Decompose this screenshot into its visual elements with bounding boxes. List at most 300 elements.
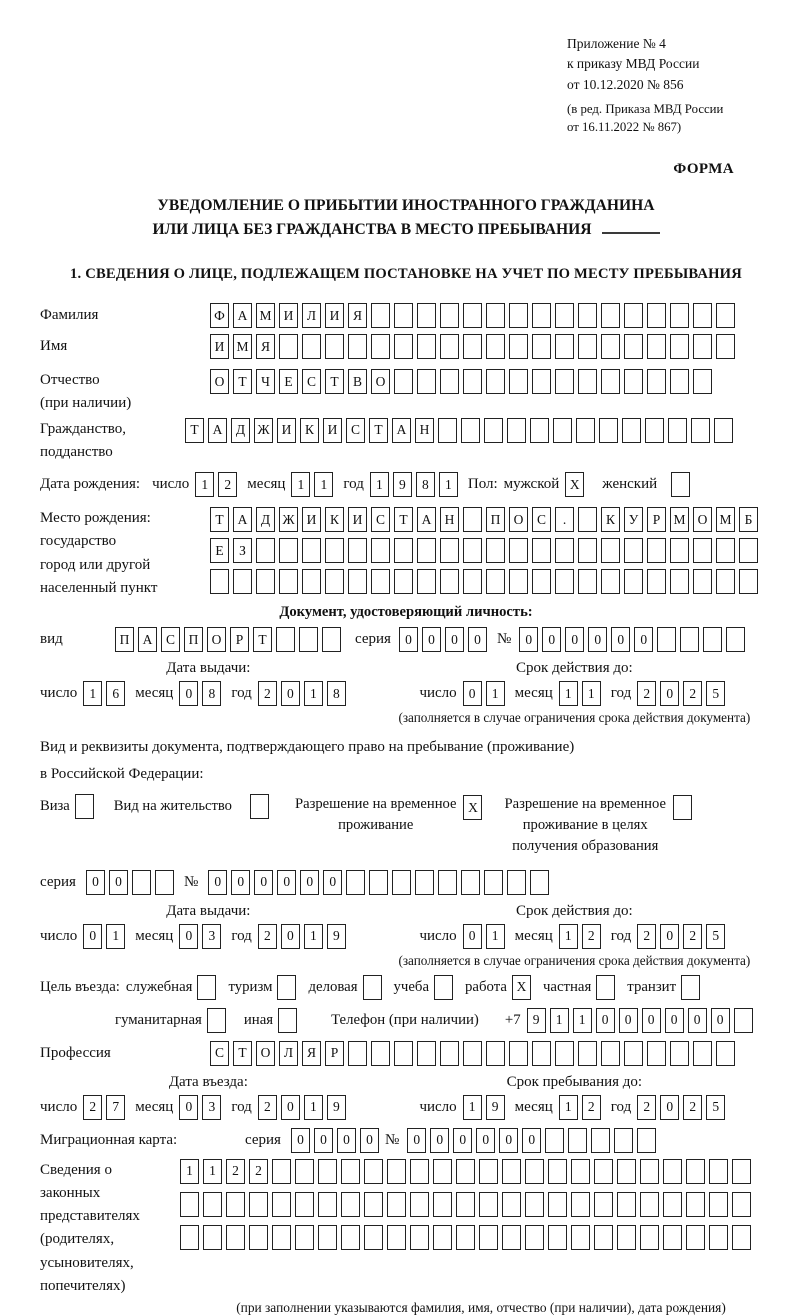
char-cell[interactable] [387,1192,406,1217]
char-cell[interactable]: 0 [86,870,105,895]
char-cell[interactable]: 1 [314,472,333,497]
char-cell[interactable] [502,1159,521,1184]
char-cell[interactable] [276,627,295,652]
char-cell[interactable] [279,538,298,563]
char-cell[interactable]: 1 [463,1095,482,1120]
char-cell[interactable] [594,1159,613,1184]
female-checkbox-cell[interactable] [671,472,690,497]
char-cell[interactable] [371,303,390,328]
char-cell[interactable] [272,1192,291,1217]
id-expiry-day-cells[interactable] [463,681,509,706]
char-cell[interactable] [325,569,344,594]
char-cell[interactable] [433,1159,452,1184]
char-cell[interactable] [302,538,321,563]
purpose-checkbox-cell[interactable] [363,975,382,1000]
char-cell[interactable] [532,569,551,594]
char-cell[interactable] [709,1192,728,1217]
char-cell[interactable]: 0 [422,627,441,652]
id-doc-type-cells[interactable] [115,627,345,652]
char-cell[interactable]: И [277,418,296,443]
birthplace-line2-cells[interactable] [210,538,762,563]
edu-permit-checkbox-cell[interactable] [673,795,692,820]
char-cell[interactable] [417,1041,436,1066]
char-cell[interactable] [394,538,413,563]
char-cell[interactable] [509,334,528,359]
char-cell[interactable] [318,1159,337,1184]
female-checkbox[interactable] [671,472,694,497]
char-cell[interactable]: 0 [711,1008,730,1033]
char-cell[interactable]: И [210,334,229,359]
char-cell[interactable]: В [348,369,367,394]
char-cell[interactable] [647,334,666,359]
char-cell[interactable] [507,870,526,895]
birthplace-line3-cells[interactable] [210,569,762,594]
char-cell[interactable]: 1 [203,1159,222,1184]
char-cell[interactable]: Р [325,1041,344,1066]
char-cell[interactable] [548,1159,567,1184]
char-cell[interactable]: 2 [218,472,237,497]
char-cell[interactable]: 0 [588,627,607,652]
char-cell[interactable]: С [371,507,390,532]
char-cell[interactable] [709,1159,728,1184]
char-cell[interactable]: 8 [327,681,346,706]
char-cell[interactable] [568,1128,587,1153]
char-cell[interactable]: 0 [463,924,482,949]
char-cell[interactable] [486,1041,505,1066]
char-cell[interactable]: 2 [258,1095,277,1120]
char-cell[interactable]: Е [279,369,298,394]
char-cell[interactable]: О [509,507,528,532]
char-cell[interactable] [578,538,597,563]
char-cell[interactable]: К [325,507,344,532]
char-cell[interactable] [640,1159,659,1184]
char-cell[interactable] [203,1225,222,1250]
char-cell[interactable] [622,418,641,443]
char-cell[interactable] [417,569,436,594]
char-cell[interactable]: С [210,1041,229,1066]
visa-checkbox[interactable] [75,794,98,819]
char-cell[interactable]: 0 [179,681,198,706]
char-cell[interactable]: Л [302,303,321,328]
char-cell[interactable] [348,569,367,594]
char-cell[interactable]: 0 [360,1128,379,1153]
char-cell[interactable] [203,1192,222,1217]
char-cell[interactable] [387,1225,406,1250]
char-cell[interactable]: 1 [304,1095,323,1120]
char-cell[interactable] [693,569,712,594]
char-cell[interactable] [686,1159,705,1184]
char-cell[interactable]: М [716,507,735,532]
id-issue-year-cells[interactable] [258,681,350,706]
representatives-line3-cells[interactable] [180,1225,755,1250]
char-cell[interactable] [484,418,503,443]
char-cell[interactable]: 0 [468,627,487,652]
char-cell[interactable] [479,1225,498,1250]
char-cell[interactable] [624,538,643,563]
char-cell[interactable] [555,369,574,394]
char-cell[interactable]: А [233,507,252,532]
char-cell[interactable] [624,569,643,594]
char-cell[interactable] [364,1192,383,1217]
char-cell[interactable]: 2 [637,924,656,949]
char-cell[interactable] [693,369,712,394]
entry-month-cells[interactable] [179,1095,225,1120]
char-cell[interactable]: П [115,627,134,652]
char-cell[interactable]: Р [647,507,666,532]
char-cell[interactable] [463,507,482,532]
char-cell[interactable] [463,369,482,394]
char-cell[interactable]: 0 [109,870,128,895]
char-cell[interactable]: 9 [327,1095,346,1120]
profession-cells[interactable] [210,1041,739,1066]
char-cell[interactable] [364,1225,383,1250]
residence-expiry-year-cells[interactable] [637,924,729,949]
purpose-checkbox[interactable] [512,975,535,1000]
char-cell[interactable]: 0 [337,1128,356,1153]
char-cell[interactable]: Т [210,507,229,532]
char-cell[interactable]: 0 [463,681,482,706]
char-cell[interactable] [348,1041,367,1066]
char-cell[interactable] [555,538,574,563]
char-cell[interactable] [693,1041,712,1066]
char-cell[interactable] [299,627,318,652]
char-cell[interactable] [392,870,411,895]
char-cell[interactable] [341,1159,360,1184]
char-cell[interactable]: 0 [83,924,102,949]
char-cell[interactable] [624,334,643,359]
char-cell[interactable]: Л [279,1041,298,1066]
char-cell[interactable] [645,418,664,443]
char-cell[interactable]: 2 [258,924,277,949]
char-cell[interactable]: 0 [281,1095,300,1120]
char-cell[interactable] [371,1041,390,1066]
char-cell[interactable] [686,1225,705,1250]
temp-permit-checkbox[interactable] [463,795,486,820]
purpose-checkbox-cell[interactable] [278,1008,297,1033]
id-doc-number-cells[interactable] [519,627,749,652]
surname-cells[interactable] [210,303,739,328]
char-cell[interactable] [479,1192,498,1217]
char-cell[interactable]: Д [256,507,275,532]
char-cell[interactable] [463,303,482,328]
char-cell[interactable] [486,369,505,394]
char-cell[interactable] [617,1192,636,1217]
char-cell[interactable]: Я [256,334,275,359]
residence-number-cells[interactable] [208,870,553,895]
char-cell[interactable] [440,303,459,328]
char-cell[interactable] [272,1225,291,1250]
char-cell[interactable]: 0 [688,1008,707,1033]
char-cell[interactable] [555,1041,574,1066]
char-cell[interactable] [601,1041,620,1066]
char-cell[interactable] [279,569,298,594]
char-cell[interactable]: А [392,418,411,443]
char-cell[interactable]: 0 [596,1008,615,1033]
char-cell[interactable]: 1 [83,681,102,706]
char-cell[interactable]: 0 [208,870,227,895]
char-cell[interactable] [739,538,758,563]
char-cell[interactable]: 0 [634,627,653,652]
char-cell[interactable]: 0 [519,627,538,652]
char-cell[interactable] [691,418,710,443]
char-cell[interactable] [371,569,390,594]
char-cell[interactable] [578,1041,597,1066]
char-cell[interactable]: 1 [439,472,458,497]
char-cell[interactable] [371,538,390,563]
char-cell[interactable]: 0 [453,1128,472,1153]
char-cell[interactable]: Ф [210,303,229,328]
char-cell[interactable]: И [323,418,342,443]
char-cell[interactable]: И [279,303,298,328]
char-cell[interactable] [249,1192,268,1217]
char-cell[interactable]: 2 [249,1159,268,1184]
char-cell[interactable]: 2 [258,681,277,706]
char-cell[interactable] [486,334,505,359]
char-cell[interactable]: 0 [611,627,630,652]
char-cell[interactable] [617,1225,636,1250]
char-cell[interactable]: 5 [706,681,725,706]
char-cell[interactable]: 2 [683,1095,702,1120]
char-cell[interactable] [318,1192,337,1217]
char-cell[interactable] [663,1159,682,1184]
char-cell[interactable] [525,1192,544,1217]
char-cell[interactable] [415,870,434,895]
char-cell[interactable]: О [207,627,226,652]
char-cell[interactable]: З [233,538,252,563]
char-cell[interactable]: 6 [106,681,125,706]
char-cell[interactable]: Т [185,418,204,443]
char-cell[interactable] [132,870,151,895]
char-cell[interactable] [461,870,480,895]
char-cell[interactable] [322,627,341,652]
char-cell[interactable] [732,1192,751,1217]
char-cell[interactable]: Н [440,507,459,532]
char-cell[interactable]: 0 [281,924,300,949]
char-cell[interactable]: 9 [527,1008,546,1033]
temp-permit-checkbox-cell[interactable]: X [463,795,482,820]
char-cell[interactable] [663,1225,682,1250]
entry-day-cells[interactable] [83,1095,129,1120]
char-cell[interactable]: С [346,418,365,443]
char-cell[interactable]: 0 [660,924,679,949]
char-cell[interactable]: О [210,369,229,394]
char-cell[interactable] [601,569,620,594]
char-cell[interactable]: Ч [256,369,275,394]
char-cell[interactable] [601,369,620,394]
char-cell[interactable] [502,1192,521,1217]
purpose-checkbox[interactable] [363,975,386,1000]
purpose-checkbox-cell[interactable] [277,975,296,1000]
char-cell[interactable] [461,418,480,443]
char-cell[interactable] [670,334,689,359]
char-cell[interactable] [438,418,457,443]
char-cell[interactable]: 0 [619,1008,638,1033]
char-cell[interactable] [670,538,689,563]
char-cell[interactable] [440,538,459,563]
char-cell[interactable]: 0 [291,1128,310,1153]
char-cell[interactable]: 2 [582,924,601,949]
char-cell[interactable] [734,1008,753,1033]
char-cell[interactable] [249,1225,268,1250]
char-cell[interactable] [302,569,321,594]
char-cell[interactable] [486,538,505,563]
birth-month-cells[interactable] [291,472,337,497]
char-cell[interactable]: И [302,507,321,532]
char-cell[interactable] [578,303,597,328]
char-cell[interactable] [348,538,367,563]
char-cell[interactable] [433,1192,452,1217]
char-cell[interactable] [509,1041,528,1066]
char-cell[interactable] [732,1225,751,1250]
residence-expiry-month-cells[interactable] [559,924,605,949]
purpose-checkbox-cell[interactable] [207,1008,226,1033]
char-cell[interactable] [532,538,551,563]
char-cell[interactable]: Т [369,418,388,443]
char-cell[interactable]: 9 [327,924,346,949]
char-cell[interactable] [440,369,459,394]
char-cell[interactable]: 1 [559,924,578,949]
char-cell[interactable] [716,538,735,563]
char-cell[interactable]: 5 [706,924,725,949]
char-cell[interactable]: 0 [323,870,342,895]
char-cell[interactable]: А [138,627,157,652]
char-cell[interactable]: 0 [407,1128,426,1153]
char-cell[interactable] [233,569,252,594]
char-cell[interactable] [647,538,666,563]
char-cell[interactable]: 1 [486,924,505,949]
char-cell[interactable] [640,1225,659,1250]
char-cell[interactable] [394,1041,413,1066]
purpose-checkbox[interactable] [207,1008,230,1033]
char-cell[interactable]: О [371,369,390,394]
purpose-checkbox-cell[interactable]: X [512,975,531,1000]
char-cell[interactable] [599,418,618,443]
char-cell[interactable]: О [256,1041,275,1066]
char-cell[interactable] [226,1225,245,1250]
char-cell[interactable]: 1 [559,1095,578,1120]
purpose-checkbox[interactable] [278,1008,301,1033]
char-cell[interactable] [325,538,344,563]
migration-series-cells[interactable] [291,1128,383,1153]
char-cell[interactable] [440,569,459,594]
char-cell[interactable] [348,334,367,359]
char-cell[interactable] [532,334,551,359]
char-cell[interactable] [417,538,436,563]
char-cell[interactable] [463,569,482,594]
residence-permit-checkbox-cell[interactable] [250,794,269,819]
purpose-checkbox-cell[interactable] [197,975,216,1000]
char-cell[interactable] [576,418,595,443]
char-cell[interactable]: Р [230,627,249,652]
char-cell[interactable]: Ж [254,418,273,443]
char-cell[interactable] [509,569,528,594]
char-cell[interactable] [180,1192,199,1217]
residence-issue-year-cells[interactable] [258,924,350,949]
char-cell[interactable] [693,334,712,359]
char-cell[interactable]: 3 [202,1095,221,1120]
char-cell[interactable]: 9 [486,1095,505,1120]
char-cell[interactable]: Т [394,507,413,532]
char-cell[interactable] [647,569,666,594]
char-cell[interactable] [614,1128,633,1153]
residence-issue-month-cells[interactable] [179,924,225,949]
char-cell[interactable]: Т [233,369,252,394]
char-cell[interactable] [670,1041,689,1066]
char-cell[interactable] [341,1192,360,1217]
char-cell[interactable] [555,569,574,594]
char-cell[interactable] [180,1225,199,1250]
char-cell[interactable]: Б [739,507,758,532]
char-cell[interactable] [484,870,503,895]
char-cell[interactable] [486,569,505,594]
char-cell[interactable] [578,334,597,359]
entry-year-cells[interactable] [258,1095,350,1120]
char-cell[interactable]: У [624,507,643,532]
char-cell[interactable] [693,538,712,563]
char-cell[interactable] [272,1159,291,1184]
char-cell[interactable] [364,1159,383,1184]
id-expiry-month-cells[interactable] [559,681,605,706]
firstname-cells[interactable] [210,334,739,359]
char-cell[interactable] [530,418,549,443]
char-cell[interactable]: 0 [665,1008,684,1033]
char-cell[interactable] [601,303,620,328]
char-cell[interactable] [410,1192,429,1217]
char-cell[interactable] [716,334,735,359]
birth-year-cells[interactable] [370,472,462,497]
birthplace-line1-cells[interactable] [210,507,762,532]
purpose-checkbox[interactable] [434,975,457,1000]
char-cell[interactable] [548,1225,567,1250]
purpose-checkbox[interactable] [681,975,704,1000]
char-cell[interactable]: 2 [637,681,656,706]
char-cell[interactable]: 1 [486,681,505,706]
char-cell[interactable] [532,303,551,328]
char-cell[interactable] [394,334,413,359]
purpose-checkbox-cell[interactable] [596,975,615,1000]
char-cell[interactable] [509,303,528,328]
char-cell[interactable]: 0 [277,870,296,895]
char-cell[interactable] [532,1041,551,1066]
char-cell[interactable] [440,334,459,359]
char-cell[interactable] [256,569,275,594]
char-cell[interactable]: 2 [637,1095,656,1120]
id-issue-month-cells[interactable] [179,681,225,706]
char-cell[interactable]: 0 [399,627,418,652]
char-cell[interactable]: 0 [314,1128,333,1153]
char-cell[interactable] [525,1159,544,1184]
char-cell[interactable]: 0 [179,924,198,949]
char-cell[interactable]: 1 [559,681,578,706]
char-cell[interactable] [594,1192,613,1217]
char-cell[interactable] [571,1225,590,1250]
char-cell[interactable] [553,418,572,443]
char-cell[interactable] [502,1225,521,1250]
char-cell[interactable] [640,1192,659,1217]
char-cell[interactable] [525,1225,544,1250]
char-cell[interactable] [714,418,733,443]
char-cell[interactable] [226,1192,245,1217]
char-cell[interactable]: 0 [499,1128,518,1153]
char-cell[interactable]: Я [302,1041,321,1066]
char-cell[interactable] [394,303,413,328]
edu-permit-checkbox[interactable] [673,795,696,820]
char-cell[interactable] [155,870,174,895]
char-cell[interactable]: О [693,507,712,532]
char-cell[interactable] [555,303,574,328]
char-cell[interactable]: 1 [573,1008,592,1033]
char-cell[interactable] [637,1128,656,1153]
